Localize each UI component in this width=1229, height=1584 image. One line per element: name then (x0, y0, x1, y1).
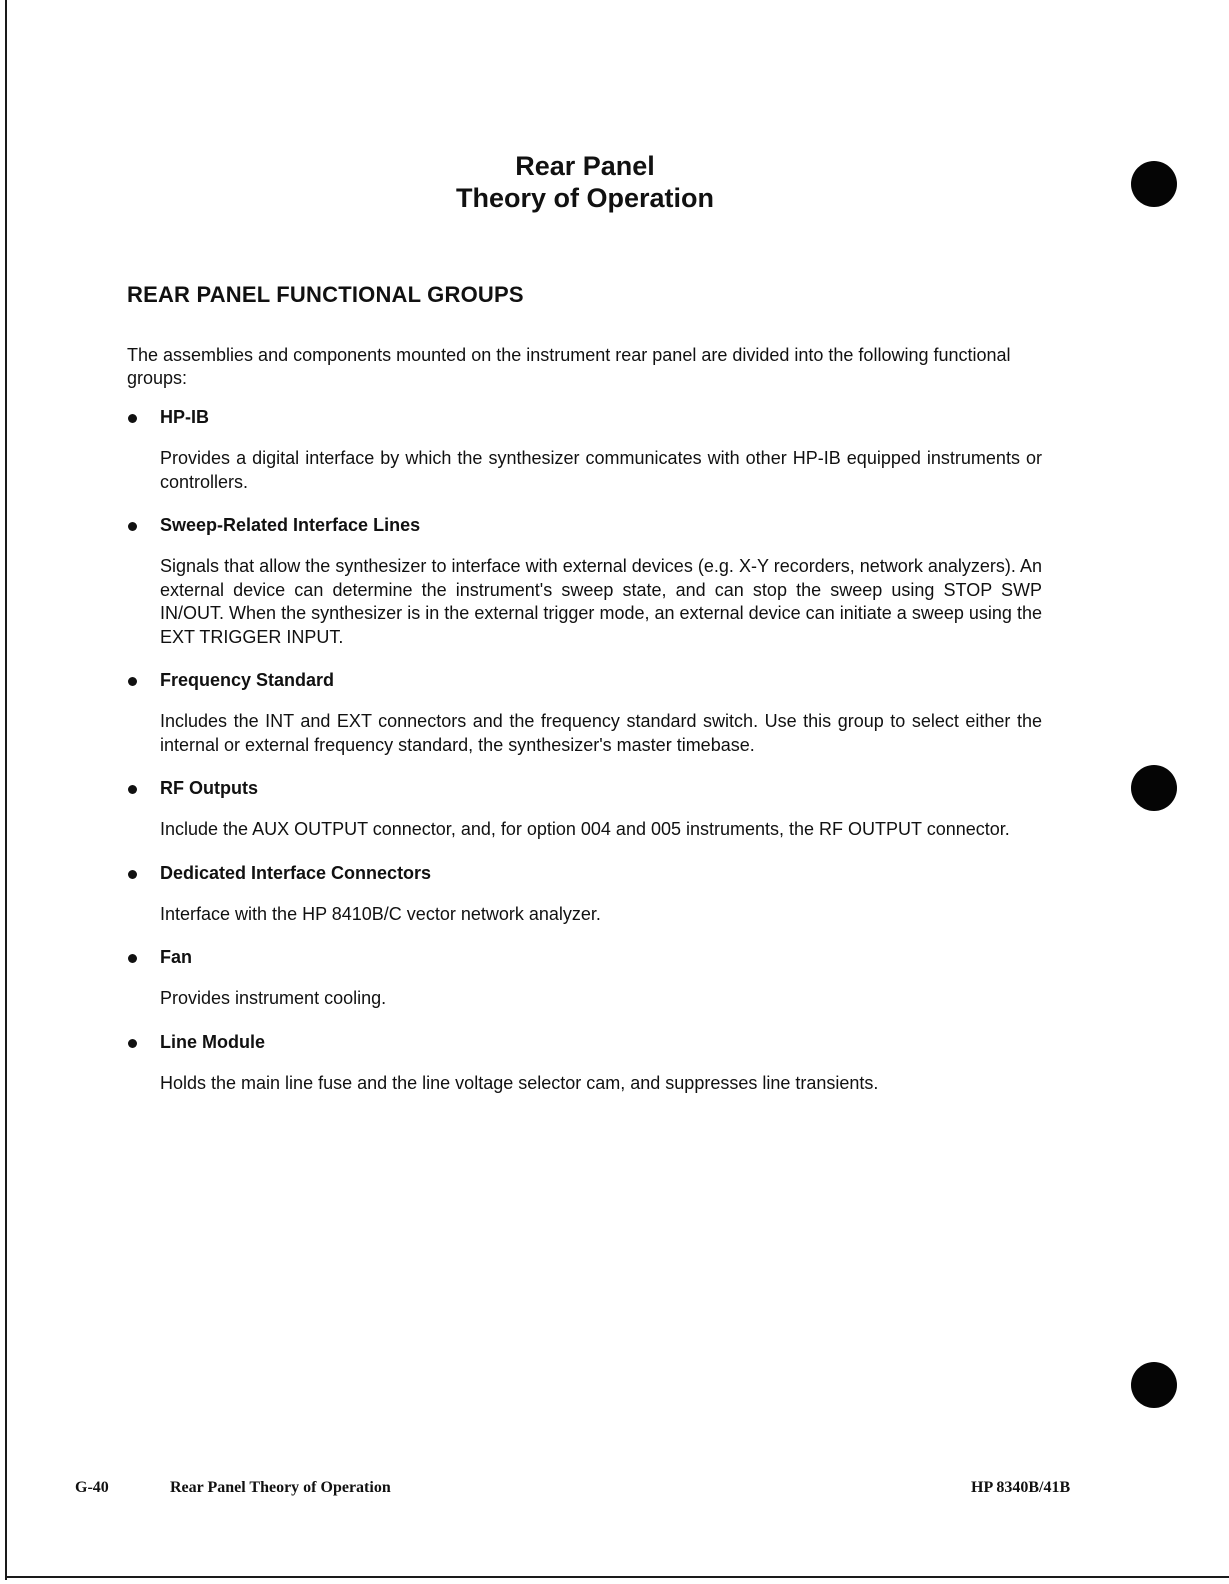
footer-page-number: G-40 (75, 1479, 109, 1496)
bullet-icon (128, 414, 137, 423)
page-title-line1: Rear Panel (515, 151, 655, 181)
functional-groups-list (127, 405, 1042, 1114)
group-title: RF Outputs (160, 778, 258, 798)
group-description: Includes the INT and EXT connectors and the frequency standard switch. Use this group to select either the internal or external frequency standard, the synthesizer's master timebase. (160, 711, 1042, 755)
section-heading: REAR PANEL FUNCTIONAL GROUPS (127, 282, 524, 307)
group-title: Line Module (160, 1031, 265, 1052)
intro-paragraph: The assemblies and components mounted on the instrument rear panel are divided into the following functional groups: (127, 345, 1011, 388)
binder-hole-middle (1131, 765, 1177, 811)
page-title (370, 150, 800, 214)
page-left-edge (5, 0, 7, 1580)
footer-section-title: Rear Panel Theory of Operation (170, 1479, 391, 1496)
list-item-hp-ib (127, 405, 1042, 494)
footer-model: HP 8340B/41B (971, 1479, 1071, 1496)
group-description: Interface with the HP 8410B/C vector network analyzer. (160, 903, 601, 924)
bullet-icon (128, 677, 137, 686)
group-title: HP-IB (160, 407, 209, 427)
group-description: Holds the main line fuse and the line voltage selector cam, and suppresses line transients. (160, 1072, 879, 1093)
bullet-icon (128, 954, 137, 963)
group-description: Include the AUX OUTPUT connector, and, for option 004 and 005 instruments, the RF OUTPUT connector. (160, 819, 1010, 839)
bullet-icon (128, 785, 137, 794)
list-item-frequency-standard (127, 668, 1042, 757)
group-title: Frequency Standard (160, 670, 335, 690)
group-description: Signals that allow the synthesizer to interface with external devices (e.g. X-Y recorders, network analyzers). An external device can determine the instrument's sweep state, and can stop the sweep using STOP SWP IN/OUT. When the synthesizer is in the external trigger mode, an external device can initiate a sweep using the EXT TRIGGER INPUT. (160, 556, 1042, 647)
binder-hole-bottom (1131, 1362, 1177, 1408)
list-item-sweep-related-interface-lines (127, 513, 1042, 649)
binder-hole-top (1131, 161, 1177, 207)
list-item-rf-outputs (127, 776, 1042, 842)
page-bottom-edge (5, 1576, 1229, 1578)
bullet-icon (128, 522, 137, 531)
list-item-dedicated-interface-connectors (127, 861, 1042, 927)
page-title-line2: Theory of Operation (455, 183, 715, 213)
group-title: Dedicated Interface Connectors (160, 862, 432, 883)
list-item-fan (127, 945, 1042, 1011)
bullet-icon (128, 1039, 137, 1048)
group-description: Provides a digital interface by which the synthesizer communicates with other HP-IB equipped instruments or controllers. (160, 448, 1042, 492)
group-description: Provides instrument cooling. (160, 988, 387, 1008)
group-title: Fan (160, 947, 193, 967)
list-item-line-module (127, 1030, 1042, 1096)
bullet-icon (128, 870, 137, 879)
group-title: Sweep-Related Interface Lines (160, 515, 421, 535)
